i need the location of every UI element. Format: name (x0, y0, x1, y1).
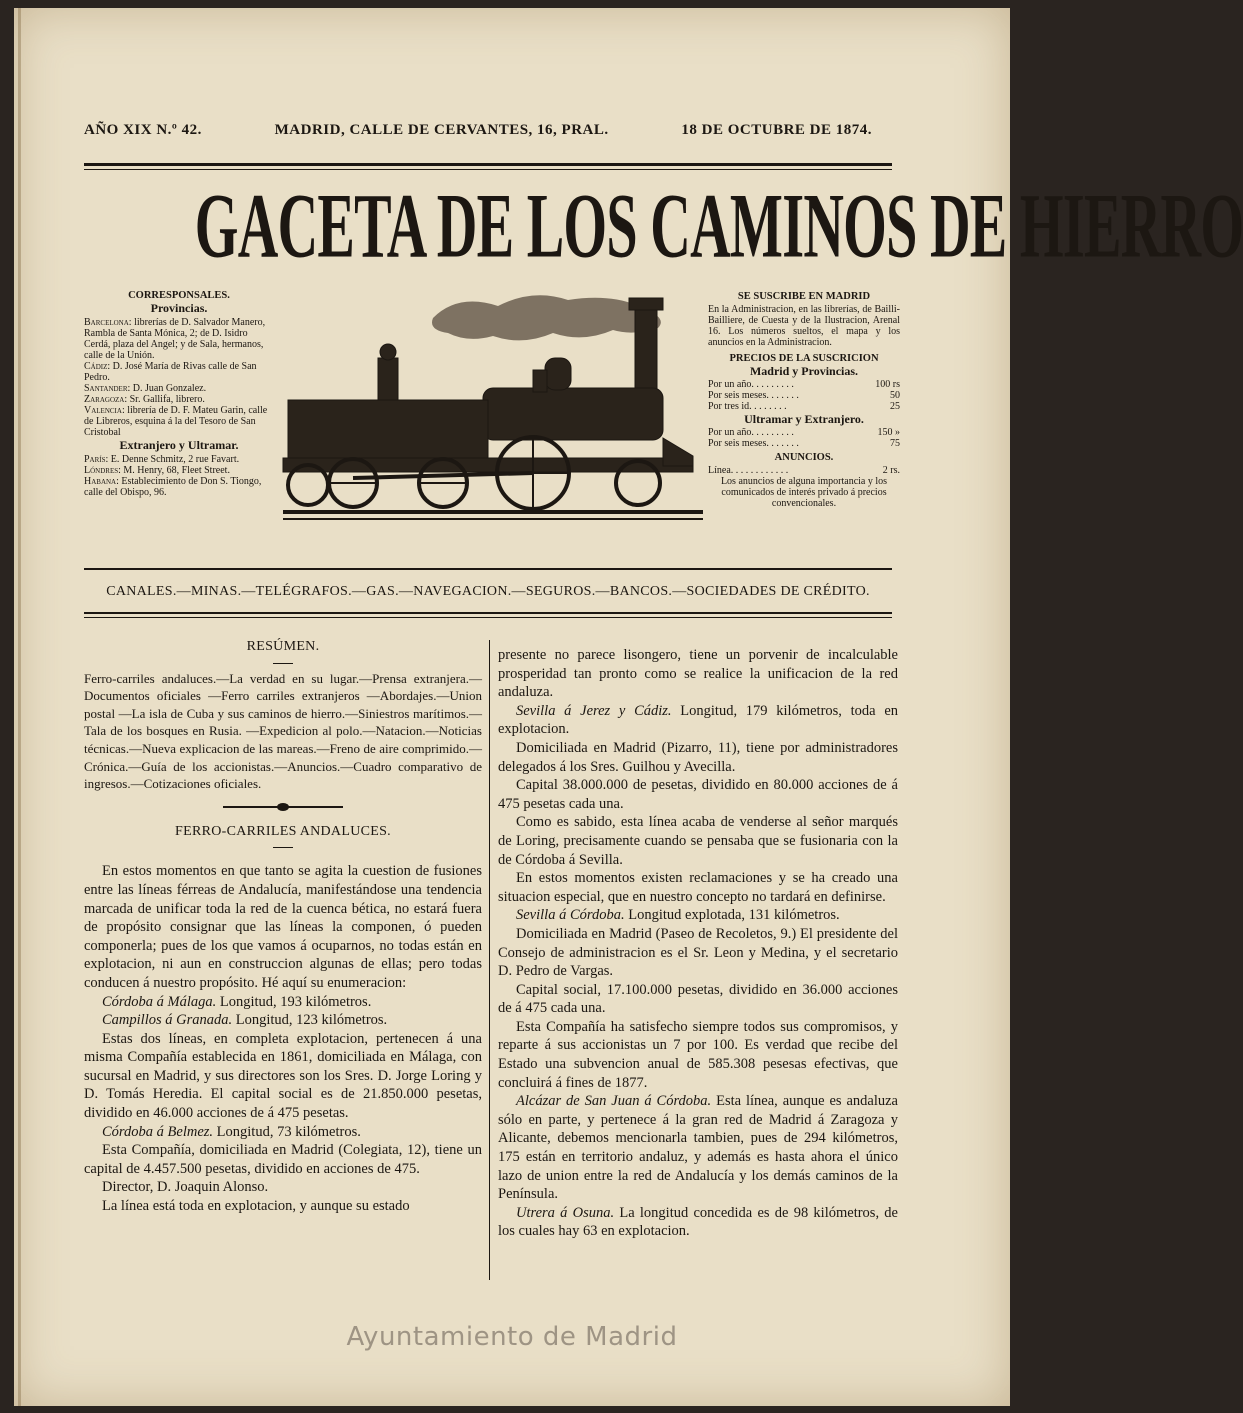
paragraph: Esta Compañía ha satisfecho siempre todos sus compromisos, y reparte á sus accionistas un 7 por 100. Es verdad que recibe del Estado una subvencion anual de 585.308 pesesas efectivas, que concluirá á fines de 1877. (498, 1018, 898, 1091)
issue-date: 18 DE OCTUBRE DE 1874. (681, 122, 872, 138)
top-rule-thin (84, 169, 892, 170)
madrid-title: Madrid y Provincias. (749, 364, 859, 378)
summary-title: RESÚMEN. (246, 639, 320, 654)
smokestack (635, 306, 657, 396)
correspondents-title: CORRESPONSALES. (128, 290, 230, 301)
dateline (84, 122, 872, 139)
correspondent-entry: París: E. Denne Schmitz, 2 rue Favart. (84, 454, 240, 465)
subscription-title: SE SUSCRIBE EN MADRID (737, 291, 871, 302)
price-row: Por seis meses. . . . . . . 75 (708, 438, 900, 449)
prices-title: PRECIOS DE LA SUSCRICION (729, 353, 879, 364)
line-entry: Utrera á Osuna. La longitud concedida es de 98 kilómetros, de los cuales hay 63 en explotacion. (498, 1204, 898, 1240)
paragraph: La línea está toda en explotacion, y aunque su estado (102, 1198, 410, 1215)
issue-number: AÑO XIX N.º 42. (84, 122, 202, 138)
price-row: Por un año. . . . . . . . . 100 rs (708, 379, 900, 390)
correspondent-entry: Habana: Establecimiento de Don S. Tiongo, calle del Obispo, 96. (84, 476, 262, 498)
paragraph: Capital social, 17.100.000 pesetas, dividido en 36.000 acciones de á 475 cada una. (498, 981, 898, 1017)
rail (283, 510, 703, 514)
paragraph: Domiciliada en Madrid (Pizarro, 11), tiene por administradores delegados á los Sres. Guilhou y Avecilla. (498, 739, 898, 775)
subscription-intro: En la Administracion, en las librerías, de Bailli-Bailliere, de Cuesta y de la Ilustracion, Arenal 16. Los números sueltos, el mapa y los anuncios en la Administracion. (708, 304, 900, 348)
summary-text: Ferro-carriles andaluces.—La verdad en su lugar.—Prensa extranjera.—Documentos oficiales —Ferro carriles extranjeros —Abordajes.—Union postal —La isla de Cuba y sus caminos de hierro.—Siniestros marítimos.—Tala de los bosques en Rusia. —Expedicion al polo.—Natacion.—Noticias técnicas.—Nueva explicacion de las mareas.—Freno de aire comprimido.—Crónica.—Guía de los accionistas.—Anuncios.—Cuadro comparativo de ingresos.—Cotizaciones oficiales. (84, 670, 482, 792)
column-divider (489, 640, 490, 1280)
topics-rule-top (84, 568, 892, 570)
paragraph: Domiciliada en Madrid (Paseo de Recoletos, 9.) El presidente del Consejo de administracion es el Sr. Leon y Medina, y el secretario D. Pedro de Vargas. (498, 925, 898, 980)
paragraph: Capital 38.000.000 de pesetas, dividido en 80.000 acciones de á 475 pesetas cada una. (498, 777, 898, 812)
correspondent-entry: Santander: D. Juan Gonzalez. (84, 383, 207, 394)
line-entry: Alcázar de San Juan á Córdoba. Esta línea, aunque es andaluza sólo en parte, y pertenece á la gran red de Madrid á Zaragoza y Alicante, debemos mencionarla tambien, pues de 294 kilómetros, 175 están en territorio andaluz, y además es hasta ahora el único lazo de union entre la red de Andalucía y los demás caminos de la Península. (498, 1093, 898, 1203)
address: MADRID, CALLE DE CERVANTES, 16, PRAL. (274, 122, 609, 138)
topics-rule-bottom (84, 612, 892, 614)
boiler (483, 388, 663, 440)
locomotive-engraving (283, 288, 703, 528)
paragraph: En estos momentos existen reclamaciones y se ha creado una situacion especial, que en nuestro concepto no tardará en definirse. (498, 870, 898, 905)
correspondent-entry: Zaragoza: Sr. Gallifa, librero. (84, 394, 205, 405)
correspondents-box (84, 290, 274, 498)
paragraph: presente no parece lisongero, tiene un porvenir de incalculable prosperidad tan pronto como se realice la unificacion de la red andaluza. (498, 647, 898, 701)
line-entry: Córdoba á Málaga. Longitud, 193 kilómetros. (102, 993, 372, 1010)
line-entry: Sevilla á Jerez y Cádiz. Longitud, 179 kilómetros, toda en explotacion. (498, 702, 899, 738)
smoke-plume (432, 295, 661, 340)
correspondent-entry: Barcelona: librerías de D. Salvador Manero, Rambla de Santa Mónica, 2; de D. Isidro Cerdá, plaza del Angel; y de Sala, hermanos, calle de la Unión. (84, 317, 266, 361)
ultramar-title: Ultramar y Extranjero. (744, 412, 864, 426)
paragraph: Como es sabido, esta línea acaba de venderse al señor marqués de Loring, precisamente cuando se pensaba que se fusionaria con la de Córdoba á Sevilla. (498, 814, 898, 868)
topics-rule-thin (84, 617, 892, 618)
ads-note: Los anuncios de alguna importancia y los comunicados de interés privado á precios convencionales. (720, 476, 888, 509)
article-title: FERRO-CARRILES ANDALUCES. (175, 823, 391, 839)
line-entry: Córdoba á Belmez. Longitud, 73 kilómetros. (102, 1123, 361, 1140)
correspondent-entry: Cádiz: D. José María de Rivas calle de San Pedro. (84, 361, 257, 383)
right-column (498, 646, 898, 1241)
left-column (84, 638, 482, 1216)
masthead-title: GACETA DE LOS CAMINOS DE HIERRO (194, 174, 1243, 277)
provinces-title: Provincias. (150, 301, 208, 315)
topics-line: CANALES.—MINAS.—TELÉGRAFOS.—GAS.—NAVEGACION.—SEGUROS.—BANCOS.—SOCIEDADES DE CRÉDITO. (106, 584, 870, 599)
price-row: Por un año. . . . . . . . . 150 » (708, 427, 900, 438)
ads-title: ANUNCIOS. (774, 452, 834, 463)
paragraph: En estos momentos en que tanto se agita la cuestion de fusiones entre las líneas férreas de Andalucía, manifestándose una tendencia marcada de unificar toda la red de la cuenca bética, no estará fuera de propósito consignar que las líneas la componen, ó pueden componerla; pues de los que vamos á ocuparnos, no todas están en explotacion, ni aun en construccion algunas de ellas; pero todas conducen á nuestro propósito. Hé aquí su enumeracion: (84, 863, 482, 991)
paragraph: Estas dos líneas, en completa explotacion, pertenecen á una misma Compañía establecida en 1861, domiciliada en Málaga, con sucursal en Madrid, y sus directores son los Sres. D. Jorge Loring y D. Tomás Heredia. El capital social es de 21.850.000 pesetas, dividido en 46.000 acciones de á 475 pesetas. (84, 1030, 482, 1122)
divider (273, 663, 293, 664)
paragraph: Director, D. Joaquin Alonso. (102, 1179, 269, 1196)
price-row: Por seis meses. . . . . . . 50 (708, 390, 900, 401)
archive-watermark: Ayuntamiento de Madrid (346, 1322, 678, 1352)
line-entry: Sevilla á Córdoba. Longitud explotada, 131 kilómetros. (516, 907, 840, 924)
ornament-divider (223, 803, 343, 811)
paragraph: Esta Compañía, domiciliada en Madrid (Colegiata, 12), tiene un capital de 4.457.500 pesetas, dividido en acciones de 475. (84, 1142, 482, 1177)
top-rule (84, 163, 892, 166)
page-fold (18, 8, 21, 1406)
abroad-title: Extranjero y Ultramar. (119, 438, 239, 452)
divider (273, 847, 293, 848)
correspondent-entry: Lóndres: M. Henry, 68, Fleet Street. (84, 465, 230, 476)
subscription-box (708, 291, 900, 509)
line-entry: Campillos á Granada. Longitud, 123 kilómetros. (102, 1012, 388, 1029)
correspondent-entry: Valencia: librería de D. F. Mateu Garin, calle de Libreros, esquina á la del Tesoro de San Cristobal (84, 405, 268, 438)
steam-dome (545, 358, 571, 390)
cab (288, 400, 488, 462)
price-row: Línea. . . . . . . . . . . . 2 rs. (708, 465, 900, 476)
price-row: Por tres id. . . . . . . . 25 (708, 401, 900, 412)
